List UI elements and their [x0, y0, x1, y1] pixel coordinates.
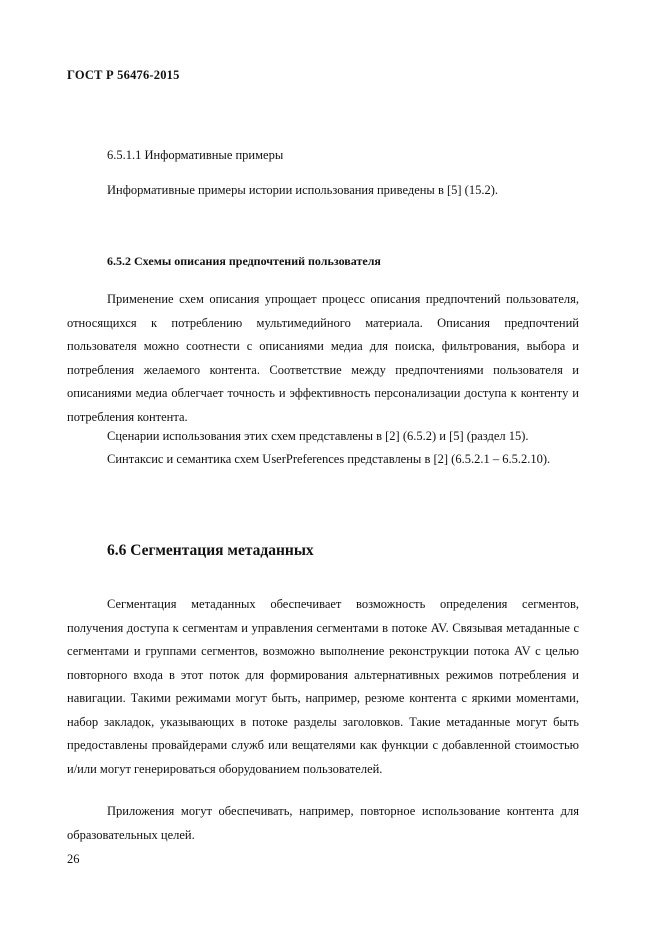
document-code-header: ГОСТ Р 56476-2015 — [67, 68, 180, 82]
paragraph-syntax-semantics: Синтаксис и семантика схем UserPreferences представлены в [2] (6.5.2.1 – 6.5.2.10). — [107, 452, 551, 466]
paragraph-use-cases: Сценарии использования этих схем представлены в [2] (6.5.2) и [5] (раздел 15). — [107, 429, 529, 443]
page-number: 26 — [67, 852, 80, 866]
paragraph-informative-examples: Информативные примеры истории использования приведены в [5] (15.2). — [107, 183, 499, 197]
paragraph-applications: Приложения могут обеспечивать, например, повторное использование контента для образовательных целей. — [67, 804, 579, 842]
paragraph-user-preferences: Применение схем описания упрощает процесс описания предпочтений пользователя, относящихся к потреблению мультимедийного материала. Описания предпочтений пользователя можно соотнести с описаниями медиа для поиска, фильтрования, выбора и потребления желаемого контента. Соответствие между предпочтениями пользователя и описаниями медиа облегчает точность и эффективность персонализации доступа к контенту и потребления контента. — [67, 292, 579, 424]
subsection-heading-6-5-2: 6.5.2 Схемы описания предпочтений пользователя — [107, 254, 381, 268]
paragraph-metadata-segmentation: Сегментация метаданных обеспечивает возможность определения сегментов, получения доступа к сегментам и управления сегментами в потоке AV. Связывая метаданные с сегментами и группами сегментов, возможно выполнение реконструкции потока AV с целью повторного входа в этот поток для формирования альтернативных режимов потребления и навигации. Такими режимами могут быть, например, резюме контента с яркими моментами, набор закладок, указывающих в потоке разделы заголовков. Такие метаданные могут быть предоставлены провайдерами служб или вещателями как функции с добавленной стоимостью и/или могут генерироваться оборудованием пользователей. — [67, 597, 579, 776]
subsection-heading-6-5-1-1: 6.5.1.1 Информативные примеры — [107, 148, 284, 162]
section-heading-6-6: 6.6 Сегментация метаданных — [107, 542, 314, 559]
